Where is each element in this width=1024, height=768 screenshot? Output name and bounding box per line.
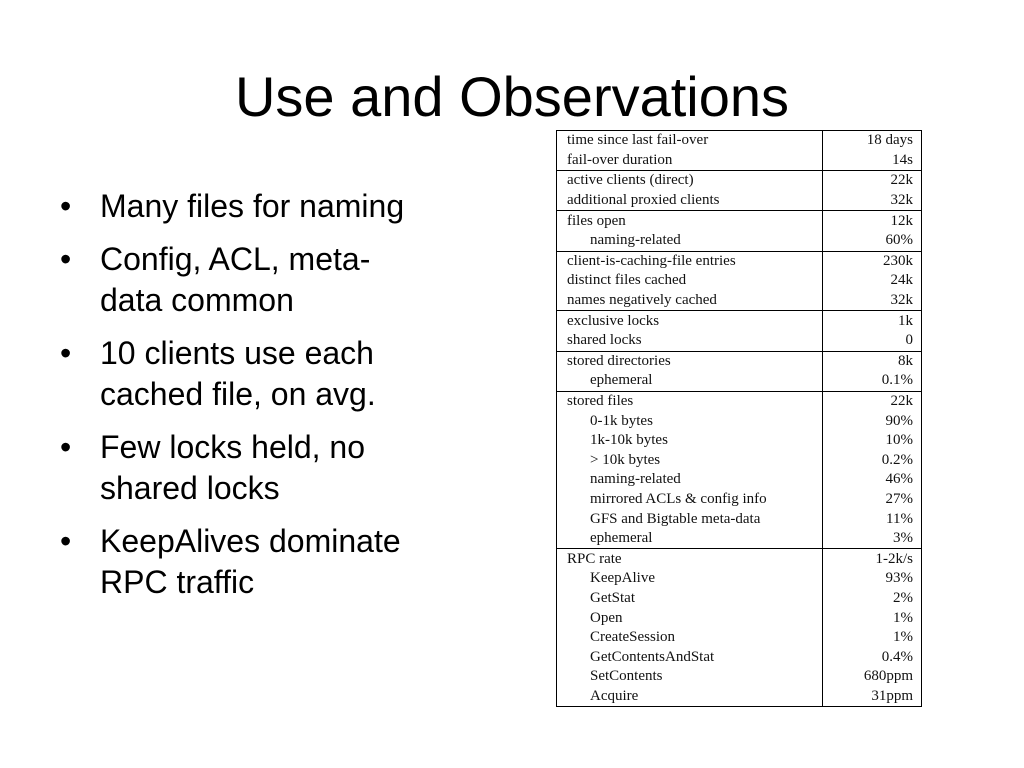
bullet-text-line: KeepAlives dominate: [100, 523, 401, 559]
table-row: [557, 311, 922, 331]
bullet-item: [58, 427, 498, 509]
table-row: [557, 667, 922, 687]
row-label: KeepAlive: [590, 570, 655, 587]
bullet-item: [58, 186, 498, 227]
table-row: [557, 331, 922, 351]
table-row: [557, 151, 922, 171]
table-row: [557, 549, 922, 569]
table-row: [557, 490, 922, 510]
table-row: [557, 687, 922, 707]
row-value: 14s: [823, 151, 922, 171]
slide-title: Use and Observations: [234, 65, 790, 128]
row-value: 2%: [823, 589, 922, 609]
bullet-item: [58, 521, 498, 603]
row-label: stored files: [557, 391, 823, 411]
row-value: 680ppm: [823, 667, 922, 687]
row-label: client-is-caching-file entries: [557, 251, 823, 271]
row-value: 230k: [823, 251, 922, 271]
row-value: 32k: [823, 191, 922, 211]
row-value: 18 days: [823, 131, 922, 151]
table-row: [557, 509, 922, 529]
bullet-text-line: Many files for naming: [100, 188, 405, 224]
bullet-item: [58, 333, 498, 415]
bullet-list: [58, 186, 498, 615]
row-label: naming-related: [590, 232, 681, 249]
bullet-symbol: •: [60, 241, 72, 277]
row-label: SetContents: [590, 668, 663, 685]
bullet-text-line: Few locks held, no: [100, 429, 366, 465]
row-value: 1-2k/s: [823, 549, 922, 569]
statistics-table-body: [557, 131, 922, 707]
row-label: CreateSession: [590, 629, 675, 646]
row-label: GetContentsAndStat: [590, 648, 715, 665]
row-label: ephemeral: [590, 372, 653, 389]
row-label: GetStat: [590, 589, 635, 606]
row-value: 31ppm: [823, 687, 922, 707]
row-value: 1%: [823, 628, 922, 648]
row-value: 24k: [823, 271, 922, 291]
row-value: 90%: [823, 411, 922, 431]
row-value: 46%: [823, 470, 922, 490]
row-label: 0-1k bytes: [590, 412, 653, 429]
bullet-text-line: 10 clients use each: [100, 335, 374, 371]
row-value: 8k: [823, 351, 922, 371]
row-value: 60%: [823, 231, 922, 251]
row-value: 27%: [823, 490, 922, 510]
row-label: active clients (direct): [557, 171, 823, 191]
row-value: 22k: [823, 391, 922, 411]
row-label: shared locks: [567, 332, 642, 349]
table-row: [557, 231, 922, 251]
table-row: [557, 470, 922, 490]
row-label: Open: [590, 609, 623, 626]
bullet-text-line: shared locks: [100, 470, 280, 506]
row-label: 1k-10k bytes: [590, 432, 668, 449]
row-label: exclusive locks: [557, 311, 823, 331]
bullet-text-line: cached file, on avg.: [100, 376, 376, 412]
table-row: [557, 451, 922, 471]
table-row: [557, 271, 922, 291]
table-row: [557, 351, 922, 371]
table-row: [557, 191, 922, 211]
row-value: 22k: [823, 171, 922, 191]
row-value: 0.1%: [823, 371, 922, 391]
bullet-symbol: •: [60, 335, 72, 371]
table-row: [557, 411, 922, 431]
row-value: 10%: [823, 431, 922, 451]
table-row: [557, 431, 922, 451]
table-row: [557, 529, 922, 549]
row-value: 12k: [823, 211, 922, 231]
table-row: [557, 608, 922, 628]
row-value: 32k: [823, 291, 922, 311]
bullet-item: [58, 239, 498, 321]
bullet-symbol: •: [60, 429, 72, 465]
row-label: naming-related: [590, 471, 681, 488]
row-label: files open: [557, 211, 823, 231]
row-label: > 10k bytes: [590, 451, 661, 468]
bullet-text-line: RPC traffic: [100, 564, 255, 600]
row-label: Acquire: [590, 687, 639, 704]
bullet-symbol: •: [60, 188, 72, 224]
table-row: [557, 211, 922, 231]
row-label: fail-over duration: [567, 151, 673, 168]
row-label: RPC rate: [557, 549, 823, 569]
table-row: [557, 647, 922, 667]
table-row: [557, 251, 922, 271]
table-row: [557, 291, 922, 311]
table-row: [557, 391, 922, 411]
row-label: ephemeral: [590, 530, 653, 547]
row-label: additional proxied clients: [567, 192, 720, 209]
bullet-text-line: Config, ACL, meta-: [100, 241, 371, 277]
table-row: [557, 589, 922, 609]
row-value: 3%: [823, 529, 922, 549]
row-label: stored directories: [557, 351, 823, 371]
row-label: distinct files cached: [567, 272, 687, 289]
table-row: [557, 371, 922, 391]
bullet-symbol: •: [60, 523, 72, 559]
row-value: 1%: [823, 608, 922, 628]
table-row: [557, 131, 922, 151]
table-row: [557, 171, 922, 191]
row-label: time since last fail-over: [567, 132, 709, 149]
row-label: GFS and Bigtable meta-data: [590, 510, 761, 527]
bullet-text-line: data common: [100, 282, 294, 318]
row-value: 0.2%: [823, 451, 922, 471]
row-value: 1k: [823, 311, 922, 331]
row-label: mirrored ACLs & config info: [590, 490, 767, 507]
row-value: 0.4%: [823, 647, 922, 667]
row-value: 0: [823, 331, 922, 351]
row-value: 93%: [823, 569, 922, 589]
table-row: [557, 628, 922, 648]
row-label: names negatively cached: [567, 292, 717, 309]
table-row: [557, 569, 922, 589]
statistics-table: [556, 130, 922, 707]
row-value: 11%: [823, 509, 922, 529]
